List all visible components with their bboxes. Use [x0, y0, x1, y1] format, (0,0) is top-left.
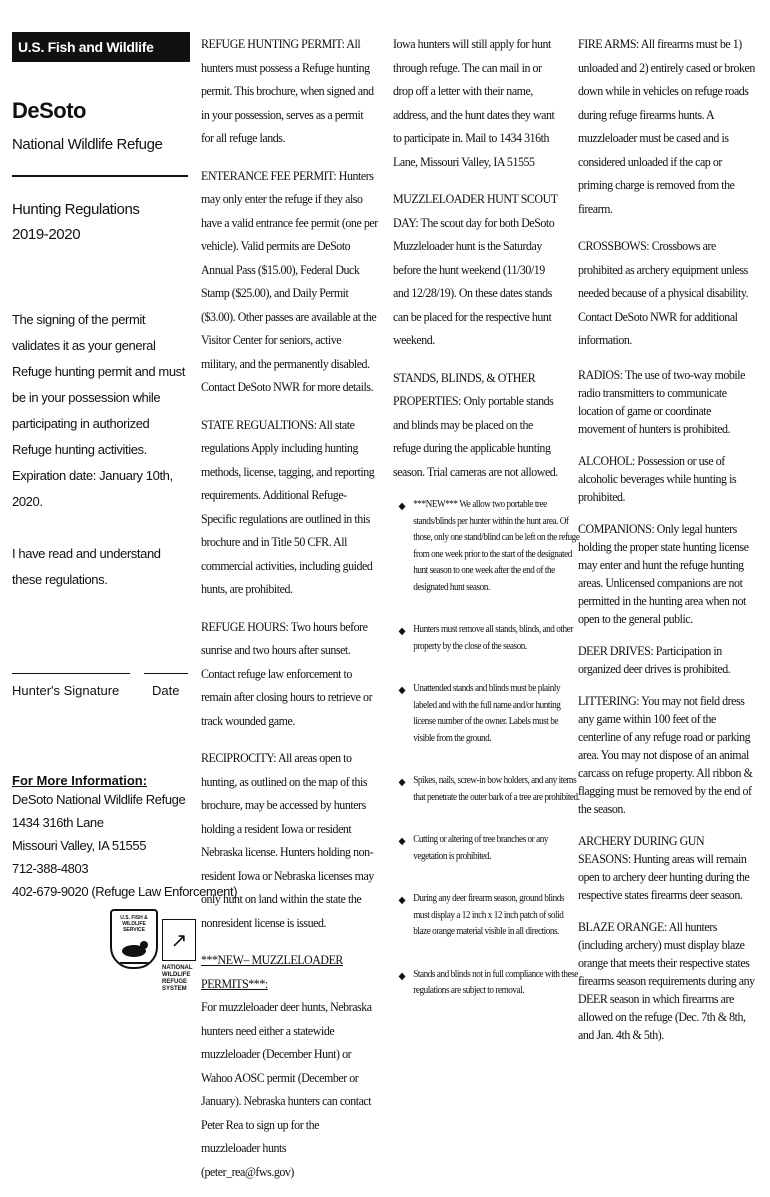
goose-icon: ↗ [162, 919, 196, 961]
nwrs-logo [162, 909, 198, 1005]
bullet-text: Cutting or altering of tree branches or any vegetation is prohibited. [413, 834, 549, 862]
crossbows: CROSSBOWS: Crossbows are prohibited as archery equipment unless needed because of a physical disability. Contact DeSoto NWR for additional information. [578, 238, 749, 347]
bullet-text: During any deer firearm season, ground blinds must display a 12 inch x 12 inch patch of solid blaze orange material visible in all directions. [413, 893, 564, 937]
bullet-icon: ◆ [398, 970, 406, 982]
entrance-fee-permit: ENTERANCE FEE PERMIT: Hunters may only enter the refuge if they also have a valid entrance fee permit (one per vehicle). Valid permits are DeSoto Annual Pass ($15.00), Federal Duck Stamp ($25.00), and Daily Permit ($3.00). Other passes are available at the Visitor Center for seniors, active military, and the permanently disabled. Contact DeSoto NWR for more details. [201, 167, 378, 394]
refuge-subtitle: National Wildlife Refuge [12, 136, 163, 153]
stands-blinds: STANDS, BLINDS, & OTHER PROPERTIES: Only portable stands and blinds may be placed on the refuge during the applicable hunting season. Trial cameras are not allowed. [393, 369, 558, 479]
muzzleloader-permits: For muzzleloader deer hunts, Nebraska hunters need either a statewide muzzleloader (December Hunt) or Wahoo AOSC permit (December or January). Nebraska hunters can contact Peter Rea to sign up for the muzzleloader hunts (peter_rea@fws.gov) [201, 999, 372, 1179]
title-panel [12, 32, 238, 1009]
contact-info [12, 788, 238, 903]
signature-line [12, 673, 130, 674]
divider [12, 175, 188, 177]
bullet-text: Spikes, nails, screw-in bow holders, and any items that penetrate the outer bark of a tree are prohibited. [413, 775, 580, 803]
list-item [393, 967, 580, 1000]
bullet-icon: ◆ [398, 777, 406, 788]
bullet-icon: ◆ [398, 836, 406, 847]
regulations-title [12, 197, 190, 247]
state-regulations: STATE REGUALTIONS: All state regulations Apply including hunting methods, license, tagging, and reporting requirements. Additional Refuge-Specific regulations are outlined in this brochure and in Title 50 CFR. All commercial activities, including guided hunts, are prohibited. [201, 416, 375, 596]
bullet-icon: ◆ [398, 895, 406, 906]
regulations-column-2 [201, 32, 379, 1197]
contact-line: 1434 316th Lane [12, 815, 104, 830]
firearms: FIRE ARMS: All firearms must be 1) unloaded and 2) entirely cased or broken down while in vehicles on refuge roads during refuge firearms hunts. A muzzleloader must be cased and is considered unloaded if the cap or priming charge is removed from the firearm. [578, 36, 755, 216]
muzzleloader-permits-heading: ***NEW– MUZZLELOADER PERMITS***: [201, 952, 343, 991]
deer-drives: DEER DRIVES: Participation in organized deer drives is prohibited. [578, 642, 731, 676]
duck-icon [114, 933, 154, 967]
agency-banner: U.S. Fish and Wildlife Service [12, 32, 190, 62]
date-line [144, 673, 188, 674]
bullet-text: Unattended stands and blinds must be plainly labeled and with the full name and/or hunting license number of the owner. Labels must be visible from the ground. [413, 683, 561, 744]
logos [12, 909, 193, 1009]
iowa-hunters: Iowa hunters will still apply for hunt through refuge. The can mail in or drop off a letter with their name, address, and the hunt dates they want to participate in. Mail to 1434 316th Lane, Missouri Valley, IA 51555 [393, 36, 555, 169]
signature-block [12, 673, 190, 713]
scout-day: MUZZLELOADER HUNT SCOUT DAY: The scout day for both DeSoto Muzzleloader hunt is the Saturday before the hunt weekend (11/30/19 and 12/28/19). On these dates stands can be placed for the respective hunt weekend. [393, 191, 558, 347]
list-item [393, 497, 580, 596]
blaze-orange: BLAZE ORANGE: All hunters (including archery) must display blaze orange that meets their respective states firearms season requirements during any DEER season in which firearms are allowed on the refuge (Dec. 7th & 8th, and Jan. 4th & 5th). [578, 918, 755, 1042]
archery-during-gun-seasons: ARCHERY DURING GUN SEASONS: Hunting areas will remain open to archery deer hunting during the respective states firearms deer season. [578, 832, 750, 902]
list-item [393, 773, 580, 806]
bullet-icon: ◆ [398, 685, 406, 696]
regulations-year: 2019-2020 [12, 226, 81, 243]
littering: LITTERING: You may not field dress any game within 100 feet of the centerline of any refuge road or parking area. You may not dispose of an animal carcass on refuge property. All ribbon & flagging must be removed by the end of the season. [578, 692, 753, 816]
alcohol: ALCOHOL: Possession or use of alcoholic beverages while hunting is prohibited. [578, 452, 737, 504]
regulations-heading: Hunting Regulations [12, 201, 140, 218]
refuge-name: DeSoto [12, 98, 86, 123]
fws-shield-text: U.S. FISH & WILDLIFE SERVICE [120, 915, 148, 933]
bullet-icon: ◆ [398, 501, 406, 512]
nwrs-text: NATIONAL WILDLIFE REFUGE SYSTEM [162, 965, 193, 992]
permit-validation-text: The signing of the permit validates it as your general Refuge hunting permit and must be in your possession while participating in authorized Refuge hunting activities. Expiration date: January 10th, 2020. [12, 312, 185, 509]
list-item [393, 681, 580, 747]
refuge-hours: REFUGE HOURS: Two hours before sunrise and two hours after sunset. Contact refuge law enforcement to remain after closing hours to retrieve or track wounded game. [201, 618, 373, 728]
companions: COMPANIONS: Only legal hunters holding the proper state hunting license may enter and hunt the refuge hunting areas. Unlicensed companions are not permitted in the hunting area when not open to the general public. [578, 520, 749, 626]
list-item [393, 622, 580, 655]
bullet-text: ***NEW*** We allow two portable tree stands/blinds per hunter within the hunt area. Of those, only one stand/blind can be left on the refuge from one week prior to the start of the designated hunt season to one week after the end of the designated hunt season. [413, 499, 580, 593]
list-item [393, 891, 580, 941]
list-item [393, 832, 580, 865]
bullet-icon: ◆ [398, 626, 406, 637]
regulations-column-4 [578, 32, 758, 1058]
stands-rules-list [393, 497, 580, 1000]
bullet-text: Stands and blinds not in full compliance with these regulations are subject to removal. [413, 968, 578, 996]
refuge-hunting-permit: REFUGE HUNTING PERMIT: All hunters must possess a Refuge hunting permit. This brochure, when signed and in your possession, serves as a permit for all refuge lands. [201, 36, 374, 145]
regulations-column-3 [393, 32, 580, 1026]
signature-label: Hunter's Signature [12, 683, 120, 698]
acknowledgement-text: I have read and understand these regulations. [12, 546, 161, 587]
contact-line: 712-388-4803 [12, 861, 89, 876]
radios: RADIOS: The use of two-way mobile radio transmitters to communicate location of game or coordinate movement of hunters is prohibited. [578, 366, 745, 436]
contact-line: Missouri Valley, IA 51555 [12, 838, 147, 853]
bullet-text: Hunters must remove all stands, blinds, and other property by the close of the season. [413, 624, 573, 652]
date-label: Date [152, 683, 180, 698]
reciprocity: RECIPROCITY: All areas open to hunting, as outlined on the map of this brochure, may be accessed by hunters holding a resident Iowa or resident Nebraska license. Hunters holding non-resident Iowa or Nebraska licenses may only hunt on land within the state the nonresident license is issued. [201, 750, 374, 930]
contact-line: 402-679-9020 (Refuge Law Enforcement) [12, 884, 238, 899]
fws-shield-logo [110, 909, 158, 969]
more-info-heading: For More Information: [12, 773, 148, 788]
contact-line: DeSoto National Wildlife Refuge [12, 792, 186, 807]
